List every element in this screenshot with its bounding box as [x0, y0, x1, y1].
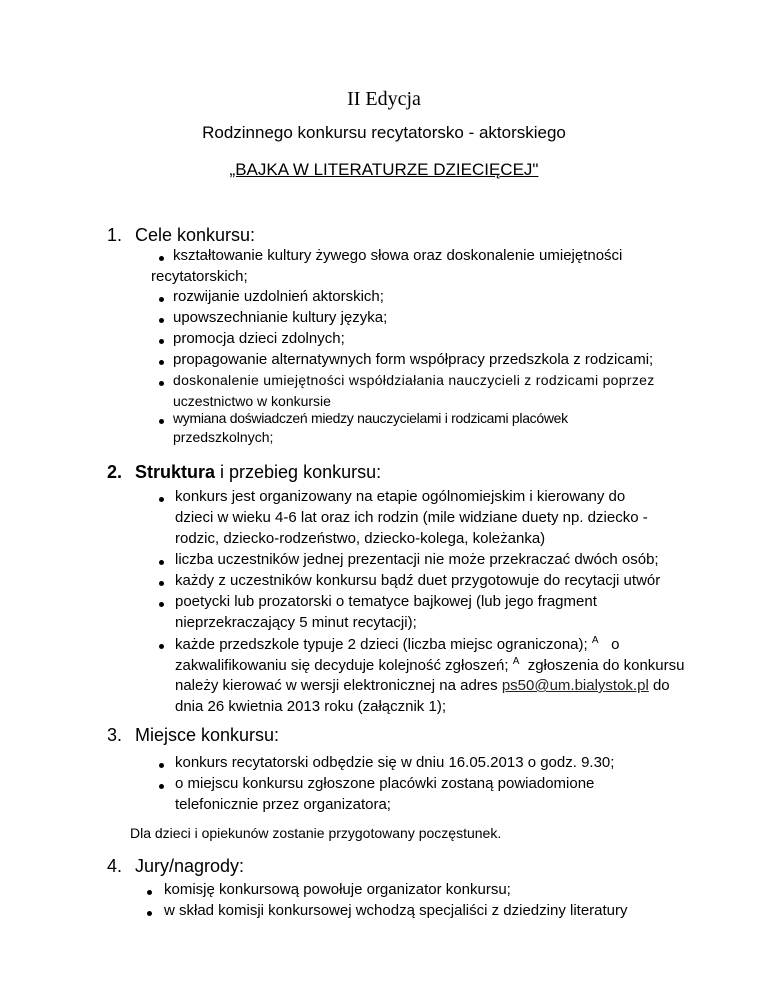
note-text: Dla dzieci i opiekunów zostanie przygotowany poczęstunek.: [130, 825, 502, 841]
list-item-continuation: przedszkolnych;: [173, 429, 274, 445]
bullet: [159, 763, 164, 768]
list-item-continuation: dzieci w wieku 4-6 lat oraz ich rodzin (mile widziane duety np. dziecko -: [175, 509, 648, 526]
section-title: Jury/nagrody:: [135, 856, 245, 876]
list-item: rozwijanie uzdolnień aktorskich;: [173, 288, 384, 305]
bullet: [159, 297, 164, 302]
section-heading-goals: [107, 225, 255, 246]
bullet: [159, 318, 164, 323]
bullet: [159, 419, 164, 424]
contest-name: [0, 160, 768, 180]
section-title: i przebieg konkursu:: [215, 462, 382, 482]
bullet: [159, 256, 164, 261]
document-title: II Edycja: [347, 88, 421, 110]
section-title: Miejsce konkursu:: [135, 725, 280, 745]
bullet: [159, 381, 164, 386]
list-item: promocja dzieci zdolnych;: [173, 330, 345, 347]
list-item: każdy z uczestników konkursu bądź duet przygotowuje do recytacji utwór: [175, 572, 661, 589]
section-number: 1.: [107, 225, 123, 245]
bullet: [147, 911, 152, 916]
list-item-continuation: nieprzekraczający 5 minut recytacji);: [175, 614, 417, 631]
bullet: [159, 339, 164, 344]
bullet: [159, 784, 164, 789]
list-item-text: każde przedszkole typuje 2 dzieci (liczba miejsc ograniczona);: [175, 636, 588, 653]
section-heading-jury: [107, 856, 244, 877]
list-item: liczba uczestników jednej prezentacji nie może przekraczać dwóch osób;: [175, 551, 659, 568]
email-link[interactable]: ps50@um.bialystok.pl: [501, 677, 649, 694]
list-item-continuation: recytatorskich;: [151, 268, 248, 285]
list-item: poetycki lub prozatorski o tematyce bajkowej (lub jego fragment: [175, 593, 597, 610]
list-item: wymiana doświadczeń miedzy nauczycielami i rodzicami placówek: [173, 410, 568, 426]
bullet: [159, 360, 164, 365]
superscript-mark: A: [591, 635, 599, 646]
list-item: [175, 635, 619, 653]
section-number: 2.: [107, 462, 123, 482]
list-item: propagowanie alternatywnych form współpracy przedszkola z rodzicami;: [173, 351, 654, 368]
list-item-text: należy kierować w wersji elektronicznej na adres: [175, 677, 498, 694]
list-item-continuation: [175, 656, 684, 674]
list-item-continuation: dnia 26 kwietnia 2013 roku (załącznik 1);: [175, 698, 446, 715]
document-subtitle: Rodzinnego konkursu recytatorsko - aktorskiego: [202, 123, 566, 142]
list-item-continuation: telefonicznie przez organizatora;: [175, 796, 391, 813]
list-item: doskonalenie umiejętności współdziałania nauczycieli z rodzicami poprzez: [173, 372, 655, 388]
list-item: konkurs recytatorski odbędzie się w dniu 16.05.2013 o godz. 9.30;: [175, 754, 615, 771]
list-item: komisję konkursową powołuje organizator konkursu;: [164, 881, 511, 898]
list-item-continuation: uczestnictwo w konkursie: [173, 393, 331, 409]
section-heading-place: [107, 725, 279, 746]
list-item: o miejscu konkursu zgłoszone placówki zostaną powiadomione: [175, 775, 595, 792]
bullet: [159, 644, 164, 649]
list-item-continuation: rodzic, dziecko-rodzeństwo, dziecko-kolega, koleżanka): [175, 530, 546, 547]
bullet: [159, 560, 164, 565]
list-item: kształtowanie kultury żywego słowa oraz doskonalenie umiejętności: [173, 247, 623, 264]
bullet: [159, 497, 164, 502]
list-item-text: o: [611, 636, 620, 653]
list-item: w skład komisji konkursowej wchodzą specjaliści z dziedziny literatury: [164, 902, 628, 919]
list-item-text: zakwalifikowaniu się decyduje kolejność zgłoszeń;: [175, 657, 509, 674]
list-item-text: do: [652, 677, 670, 694]
list-item-text: zgłoszenia do konkursu: [527, 657, 685, 674]
bullet: [147, 890, 152, 895]
bullet: [159, 602, 164, 607]
section-heading-structure: [107, 462, 381, 483]
section-title: Cele konkursu:: [135, 225, 256, 245]
superscript-mark: A: [512, 656, 520, 667]
contest-name-text: „BAJKA W LITERATURZE DZIECIĘCEJ": [229, 160, 539, 179]
list-item: konkurs jest organizowany na etapie ogólnomiejskim i kierowany do: [175, 488, 626, 505]
list-item: upowszechnianie kultury języka;: [173, 309, 388, 326]
bullet: [159, 581, 164, 586]
section-number: 3.: [107, 725, 123, 745]
section-number: 4.: [107, 856, 123, 876]
section-title-bold: Struktura: [135, 462, 216, 482]
list-item-continuation: [175, 677, 670, 694]
